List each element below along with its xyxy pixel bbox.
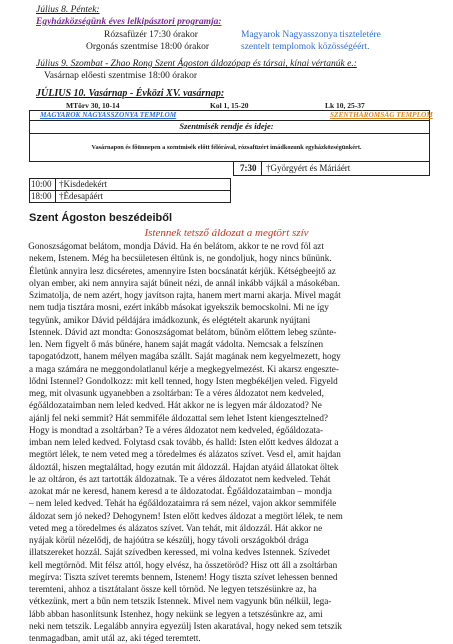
article-line: Hogy is mondtad a zsoltárban? Te a véres áldozatot nem kedveled, égőáldozata-	[29, 424, 324, 435]
mass-time: Orgonás szentmise 18:00 órakor	[86, 42, 210, 52]
article-line: veted meg a töredelmes és alázatos szívet. Van tehát, mit áldozzál. Hát akkor ne	[29, 522, 323, 533]
article-line: égőáldozataimban nem leled kedved. Hát akkor ne is legyen már áldozatod? Ne	[29, 400, 322, 411]
article-line: tegyünk, amikor Dávid példájára imádkozunk, és elégtételt akarunk nyújtani	[29, 314, 311, 325]
article-line: nyájak körül nézelődj, de hajóútra se készülj, hogy távoli országokból drága	[29, 535, 309, 545]
vigil-mass: Vasárnap előesti szentmise 18:00 órakor	[44, 71, 198, 81]
article-line: meg, mit olvasunk ugyanebben a zsoltárban: Te a véres áldozatot nem kedveled,	[29, 388, 324, 398]
order-title: Szentmisék rendje és ideje:	[179, 121, 274, 131]
church-1: MAGYAROK NAGYASSZONYA TEMPLOM	[40, 110, 177, 119]
honor-line-2: szentelt templomok közösségéért.	[241, 42, 370, 52]
article-line: kell megtörnöd. Mit félsz attól, hogy elvész, ha összetöröd? Hisz ott áll a zsoltárban	[29, 559, 338, 570]
article-line: neki nem tetszik. Legalább annyira egyezülj Isten akaratával, hogy neked sem tetszik	[29, 620, 343, 631]
article-line: ajánlj fel neki semmit? Hát semmiféle áldozattal sem lehet Istent kiengesztelned?	[29, 412, 328, 423]
row-intention-730: †Györgyért és Máriáért	[266, 163, 351, 173]
program-title: Egyházközségünk éves lelkipásztori programja:	[36, 17, 222, 27]
article-line: tenmagadban, amit utál az, aki téged teremtett.	[29, 633, 201, 643]
article-line: megírva: Tiszta szívet teremts bennem, Istenem! Hogy tiszta szívet lehessen benned	[29, 571, 338, 582]
article-line: megtört lélek, te nem veted meg a töredelmes és alázatos szívet. Vesd el, amit hajdan	[29, 449, 341, 460]
article-line: imban nem leled kedved. Folytasd csak tovább, és halld: Isten előtt kedves áldozat a	[29, 437, 339, 447]
article-line: lődni Istennel? Gondolkozz: mit kell tenned, hogy Isten megbékéljen veled. Figyeld	[29, 375, 338, 386]
article-line: Gonoszságomat belátom, mondja Dávid. Ha én belátom, akkor te ne rovd föl azt	[19, 241, 324, 251]
article-line: Szimatolja, de nem azért, hogy javítson rajta, hanem mert marni akarja. Mivel magát	[29, 290, 341, 300]
saturday-date: Július 9. Szombat - Zhao Rong Szent Ágoston áldozópap és társai, kínai vértanúk e.:	[36, 59, 357, 69]
article-line: – nem leled kedved. Tehát ha égőáldozataimra rá sem nézel, vajon akkor semmiféle	[29, 498, 337, 509]
row-time-1800: 18:00	[31, 191, 52, 201]
friday-date: Július 8. Péntek:	[36, 5, 100, 15]
article-body	[19, 240, 429, 644]
article-line: azokat már ne keresd, hanem keresd a te áldozatodat. Égőáldozataimban – mondja	[29, 486, 332, 496]
article-line: tapogatódzott, hanem mélyen magába szállt. Saját magának nem kegyelmezett, hogy	[29, 351, 341, 362]
article-line: le az oltáron, és azt tartották áldozatnak. Te a véres áldozatot nem kedveled. Tehát	[29, 473, 331, 484]
article-line: áldozat sem jó neked? Dehogynem! Isten előtt kedves áldozat a megtört lélek, te nem	[29, 510, 343, 521]
article-line: nekem, Istenem. Még ha becsületesen éltünk is, ne gondoljuk, hogy nincs bűnünk.	[29, 253, 332, 264]
sunday-title-text: JÚLIUS 10. Vasárnap - Évközi XV. vasárnap:	[36, 88, 225, 99]
reading-3: Lk 10, 25-37	[325, 101, 365, 110]
row-time-1000: 10:00	[31, 179, 52, 189]
article-line: lább abban hasonlítsunk Istenhez, hogy nekünk se legyen a tetszésünkre az, ami	[29, 608, 323, 619]
article-line: teremteni, ahhoz a tisztátalant össze kell törnöd. Ne legyen tetszésünkre az, ha	[29, 584, 317, 594]
sunday-title	[36, 88, 224, 99]
church-2: SZENTHÁROMSÁG TEMPLOM	[330, 110, 433, 119]
reading-1: MTörv 30, 10-14	[66, 101, 120, 110]
article-line: len. Nem figyelt ő más bűnére, hanem saját magát vádolta. Nemcsak a felszínen	[29, 339, 324, 349]
article-line: áldoztál, hiszen megtaláltad, hogy ezután mit áldozzál. Hajdan atyáid állatokat öltek	[29, 461, 339, 472]
article-subtitle: Istennek tetsző áldozat a megtört szív	[144, 227, 309, 239]
rosary-note: Vasárnapon és főünnepen a szentmisék előtt félórával, rózsafüzért imádkozunk egyházközségünkért.	[91, 144, 362, 151]
article-line: olyan ember, aki nem annyira saját bűneit nézi, de annál inkább vájkál a másokéban.	[29, 277, 340, 288]
article-line: Istennek. Dávid azt mondta: Gonoszságomat belátom, bűnöm előttem lebeg szünte-	[29, 326, 337, 337]
article-line: a maga számára ne meggondolatlanul kérje a megkegyelmezést. Ki akarsz engeszte-	[29, 363, 339, 374]
honor-line-1: Magyarok Nagyasszonya tiszteletére	[241, 30, 381, 40]
row-intention-1000: †Kisdedekért	[59, 179, 107, 189]
reading-2: Kol 1, 15-20	[210, 101, 249, 110]
article-line: Életünk annyira lesz dicséretes, amennyire Isten bocsánatát kérjük. Kétségbeejtő az	[29, 265, 336, 276]
article-line: vétkezünk, mert a bűn nem tetszik Istennek. Mivel nem vagyunk bűn nélkül, lega-	[29, 596, 332, 607]
article-line: nem tudja tisztára mosni, ezért inkább másokat igyekszik bemocskolni. Mi ne így	[29, 302, 329, 313]
rosary-time: Rózsafüzér 17:30 órakor	[104, 30, 198, 40]
row-time-730: 7:30	[240, 163, 257, 173]
row-intention-1800: †Édesapáért	[59, 191, 103, 201]
article-line: illatszereket hozzál. Saját szívedben keressed, mi volna kedves Istennek. Szívedet	[29, 547, 331, 558]
article-heading: Szent Ágoston beszédeiből	[29, 212, 173, 224]
